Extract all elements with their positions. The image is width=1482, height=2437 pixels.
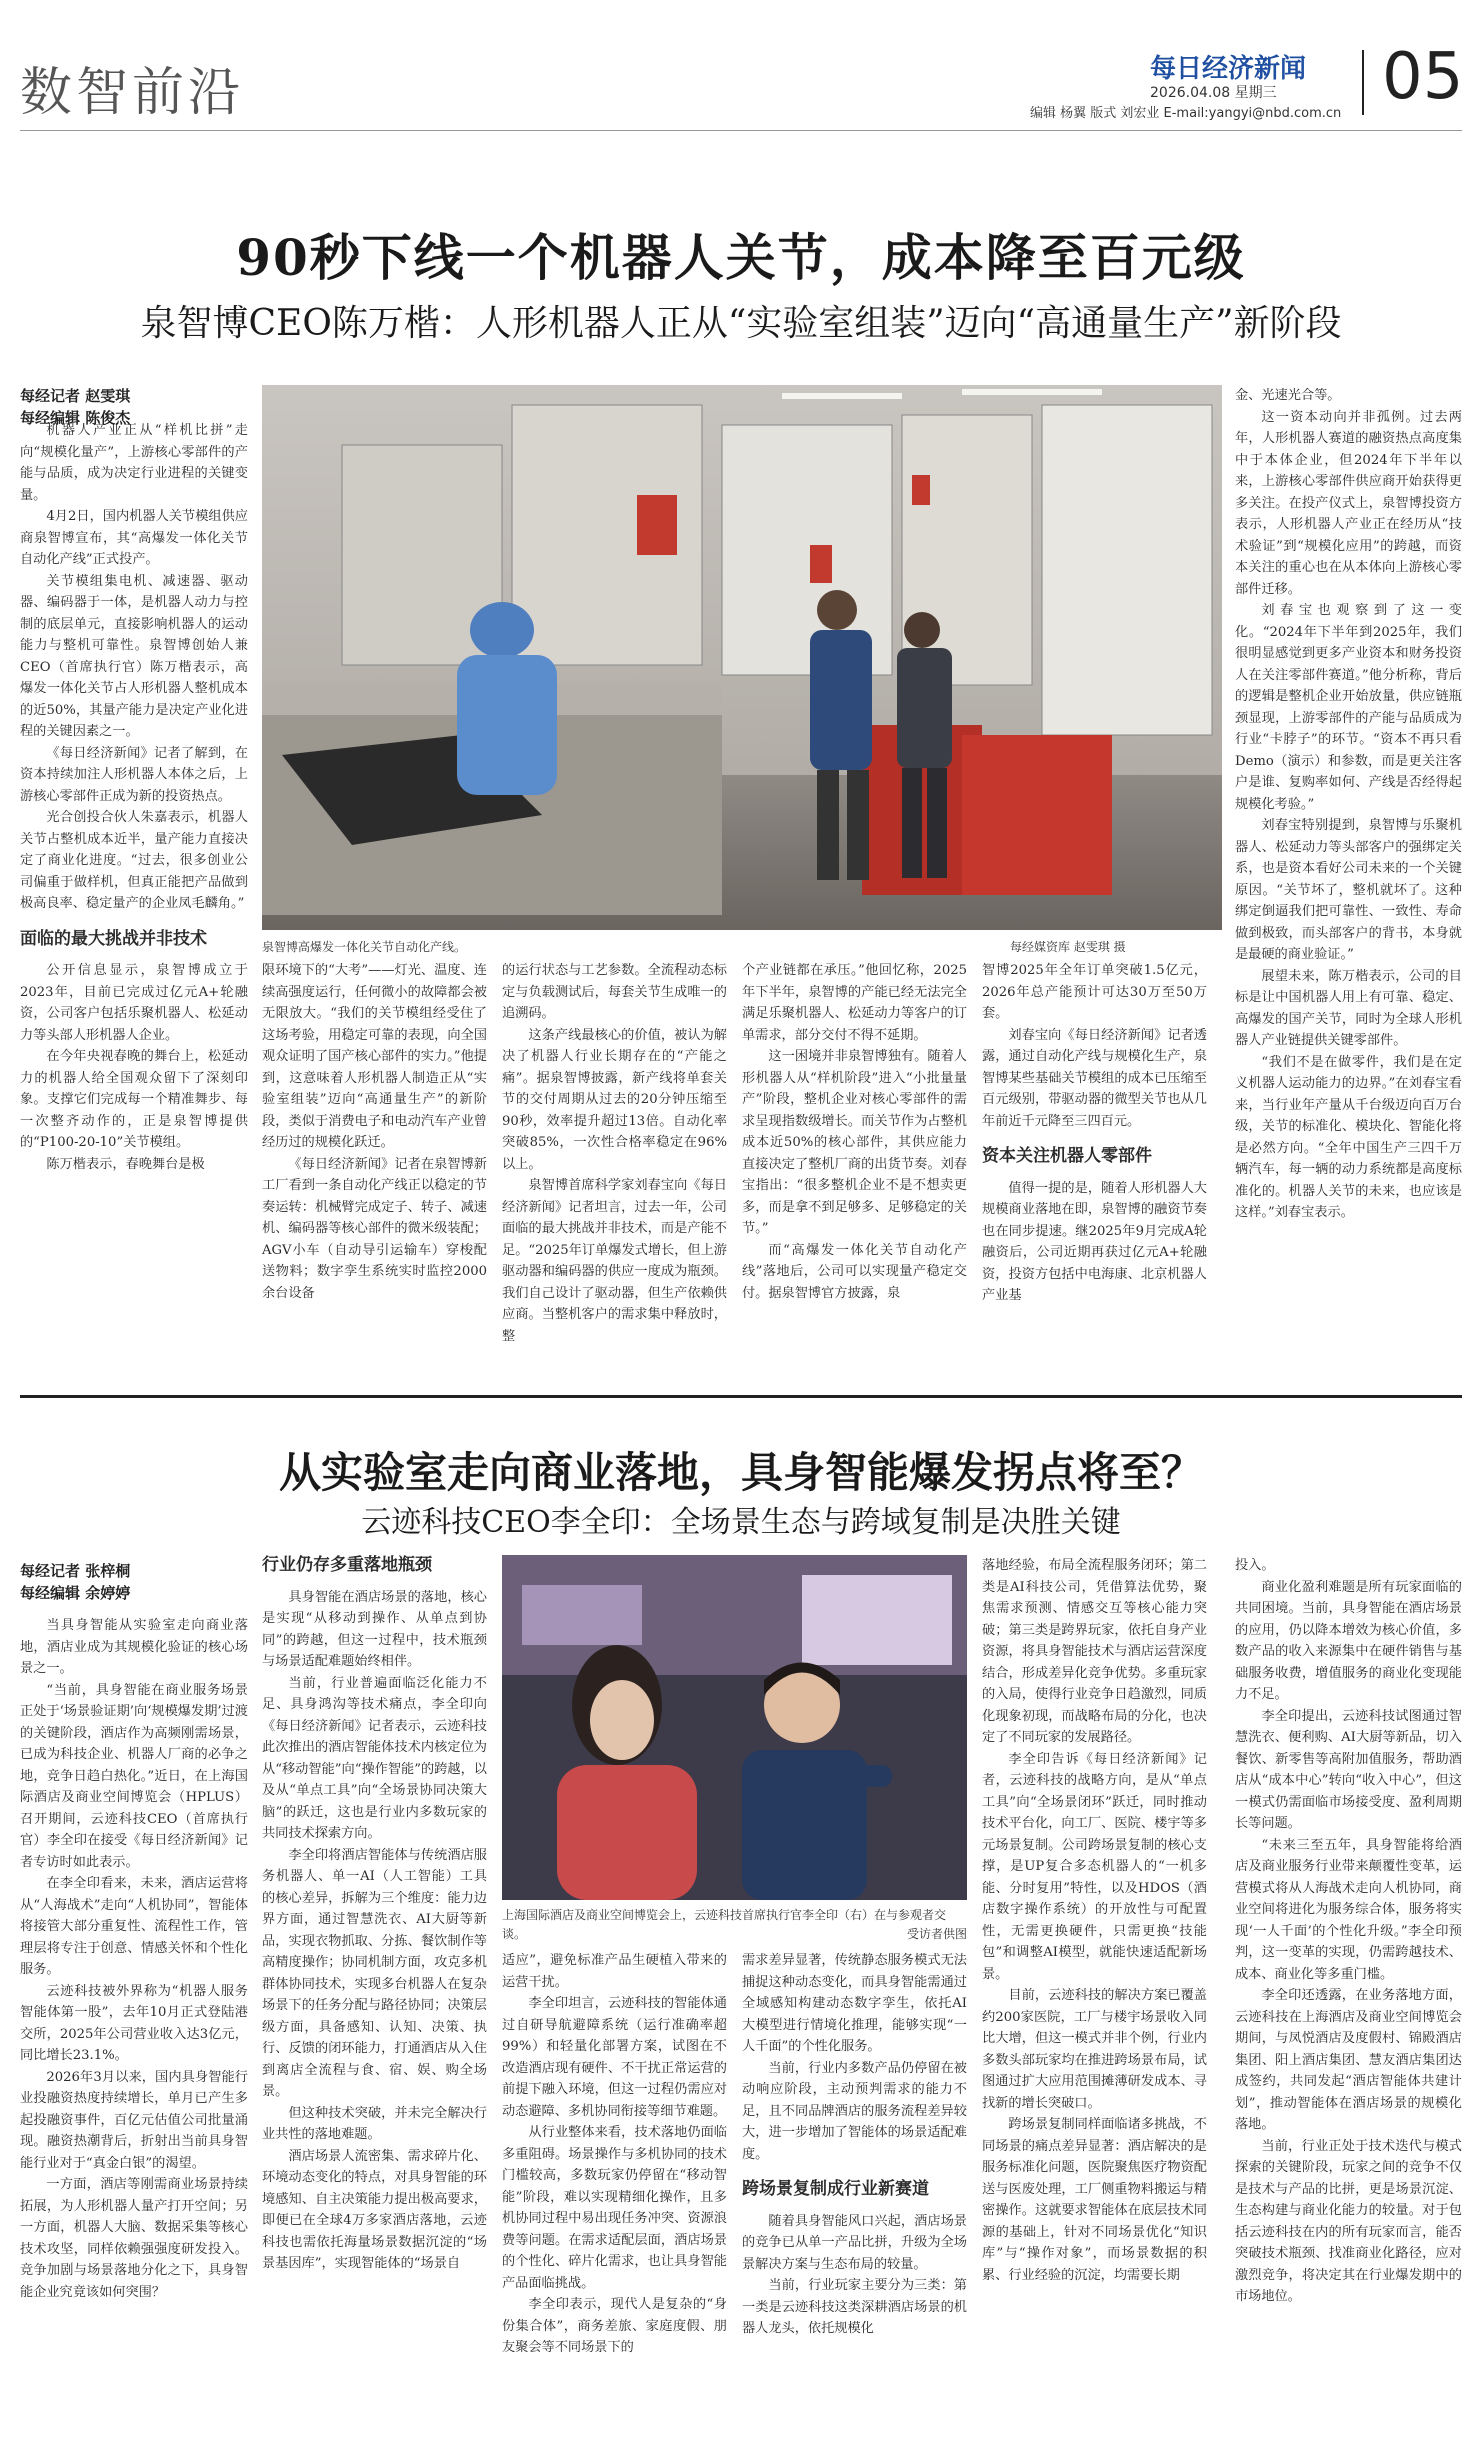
factory-photo-illustration (262, 385, 1222, 930)
paragraph: 需求差异显著，传统静态服务模式无法捕捉这种动态变化，而具身智能需通过全域感知构建动态数字孪生，依托AI大模型进行情境化推理，能够实现“一人千面”的个性化服务。 (742, 1953, 967, 2054)
section-title: 数智前沿 (20, 63, 245, 123)
paragraph: 李全印提出，云迹科技试图通过智慧洗衣、便利购、AI大厨等新品，切入餐饮、新零售等高附加值服务，帮助酒店从“成本中心”转向“收入中心”，但这一模式仍需面临市场接受度、盈利周期长等问题。 (1235, 1708, 1462, 1831)
byline-reporter: 每经记者 张梓桐 (20, 1562, 131, 1580)
paragraph: “未来三至五年，具身智能将给酒店及商业服务行业带来颠覆性变革，运营模式将从人海战术走向人机协同，商业空间将进化为服务综合体，服务将实现‘一人千面’的个性化升级。”李全印预判，这一变革的实现，仍需跨越技术、成本、商业化等多重门槛。 (1235, 1837, 1462, 1982)
subhead: 跨场景复制成行业新赛道 (742, 2179, 929, 2199)
paragraph: 关节模组集电机、减速器、驱动器、编码器于一体，是机器人动力与控制的底层单元，直接影响机器人的运动能力与整机可靠性。泉智博创始人兼CEO（首席执行官）陈万楷表示，高爆发一体化关节占人形机器人整机成本的近50%，其量产能力是决定产业化进程的关键因素之一。 (20, 573, 248, 739)
article2-column-5 (982, 1555, 1207, 2425)
subhead: 资本关注机器人零部件 (982, 1146, 1152, 1166)
paragraph: 商业化盈利难题是所有玩家面临的共同困境。当前，具身智能在酒店场景的应用，仍以降本增效为核心价值，多数产品的收入来源集中在硬件销售与基础服务收费，增值服务的商业化变现能力不足。 (1235, 1579, 1462, 1702)
paragraph: 刘春宝向《每日经济新闻》记者透露，通过自动化产线与规模化生产，泉智博某些基础关节模组的成本已压缩至百元级别，带驱动器的微型关节也从几年前近千元降至三四百元。 (982, 1027, 1207, 1129)
article2-photo-credit: 受访者供图 (906, 1927, 967, 1941)
article-separator (20, 1395, 1462, 1398)
paragraph: 泉智博首席科学家刘春宝向《每日经济新闻》记者坦言，过去一年，公司面临的最大挑战并非技术，而是产能不足。“2025年订单爆发式增长，但上游驱动器和编码器的供应一度成为瓶颈。我们自己设计了驱动器，但生产依赖供应商。当整机客户的需求集中释放时，整 (502, 1178, 727, 1344)
article2-byline (20, 1560, 130, 1604)
article1-photo-credit: 每经媒资库 赵雯琪 摄 (1010, 940, 1126, 954)
paragraph: 当前，行业玩家主要分为三类：第一类是云迹科技这类深耕酒店场景的机器人龙头，依托规模化 (742, 2278, 967, 2336)
paragraph: “当前，具身智能在商业服务场景正处于‘场景验证期’向‘规模爆发期’过渡的关键阶段，酒店作为高频刚需场景，已成为科技企业、机器人厂商的必争之地，竞争日趋白热化。”近日，在上海国际酒店及商业空间博览会（HPLUS）召开期间，云迹科技CEO（首席执行官）李全印在接受《每日经济新闻》记者专访时如此表示。 (20, 1682, 248, 1870)
paragraph: 当前，行业内多数产品仍停留在被动响应阶段，主动预判需求的能力不足，且不同品牌酒店的服务流程差异较大，进一步增加了智能体的场景适配难度。 (742, 2060, 967, 2162)
paragraph: 4月2日，国内机器人关节模组供应商泉智博宣布，其“高爆发一体化关节自动化产线”正式投产。 (20, 509, 248, 567)
paragraph: 当具身智能从实验室走向商业落地，酒店业成为其规模化验证的核心场景之一。 (20, 1618, 248, 1676)
paragraph: 金、光速光合等。 (1235, 388, 1341, 403)
expo-photo-illustration (502, 1555, 967, 1900)
paragraph: 目前，云迹科技的解决方案已覆盖约200家医院，工厂与楼宇场景收入同比大增，但这一模式并非个例，行业内多数头部玩家均在推进跨场景布局，试图通过扩大应用范围摊薄研发成本、寻找新的增长突破口。 (982, 1988, 1207, 2111)
paragraph: 而“高爆发一体化关节自动化产线”落地后，公司可以实现量产稳定交付。据泉智博官方披露，泉 (742, 1242, 967, 1301)
paragraph: 2026年3月以来，国内具身智能行业投融资热度持续增长，单月已产生多起投融资事件，百亿元估值公司批量涌现。融资热潮背后，折射出当前具身智能行业对于“真金白银”的渴望。 (20, 2069, 248, 2171)
paragraph: 在今年央视春晚的舞台上，松延动力的机器人给全国观众留下了深刻印象。支撑它们完成每一个精准舞步、每一次整齐动作的，正是泉智博提供的“P100-20-10”关节模组。 (20, 1049, 248, 1150)
paragraph: 光合创投合伙人朱嘉表示，机器人关节占整机成本近半，量产能力直接决定了商业化进度。“过去，很多创业公司偏重于做样机，但真正能把产品做到极高良率、稳定量产的企业凤毛麟角。” (20, 810, 248, 911)
byline-editor: 每经编辑 余婷婷 (20, 1584, 131, 1602)
paragraph: 落地经验，布局全流程服务闭环；第二类是AI科技公司，凭借算法优势，聚焦需求预测、情感交互等核心能力突破；第三类是跨界玩家，依托自身产业资源，将具身智能技术与酒店运营深度结合，形成差异化竞争优势。多重玩家的入局，使得行业竞争日趋激烈，同质化现象初现，而战略布局的分化，也决定了不同玩家的发展路径。 (982, 1558, 1207, 1745)
paragraph: 限环境下的“大考”——灯光、温度、连续高强度运行，任何微小的故障都会被无限放大。“我们的关节模组经受住了这场考验，用稳定可靠的表现，向全国观众证明了国产核心部件的实力。”他提到，这意味着人形机器人制造正从“实验室组装”迈向“高通量生产”的新阶段，类似于消费电子和电动汽车产业曾经历过的规模化跃迁。 (262, 963, 487, 1150)
article1-column-3 (502, 960, 727, 1375)
article1-photo-caption: 泉智博高爆发一体化关节自动化产线。 (262, 940, 467, 954)
paragraph: 随着具身智能风口兴起，酒店场景的竞争已从单一产品比拼，升级为全场景解决方案与生态布局的较量。 (742, 2213, 967, 2272)
article1-headline: 90秒下线一个机器人关节，成本降至百元级 (236, 228, 1246, 287)
paragraph: 陈万楷表示，春晚舞台是极 (46, 1156, 205, 1172)
paragraph: 酒店场景人流密集、需求碎片化、环境动态变化的特点，对具身智能的环境感知、自主决策能力提出极高要求，即便已在全球4万多家酒店落地，云迹科技也需依托海量场景数据沉淀的“场景基因库”，实现智能体的“场景自 (262, 2148, 487, 2271)
top-rule (20, 130, 1462, 131)
paragraph: 李全印表示，现代人是复杂的“身份集合体”，商务差旅、家庭度假、朋友聚会等不同场景下的 (502, 2297, 727, 2355)
article1-column-4 (742, 960, 967, 1375)
page-editors: 编辑 杨翼 版式 刘宏业 E-mail:yangyi@nbd.com.cn (1030, 106, 1342, 121)
paragraph: 李全印将酒店智能体与传统酒店服务机器人、单一AI（人工智能）工具的核心差异，拆解为三个维度：能力边界方面，通过智慧洗衣、AI大厨等新品，实现衣物抓取、分拣、餐饮制作等高精度操作；协同机制方面，攻克多机群体协同技术，实现多台机器人在复杂场景下的任务分配与路径协同；决策层级方面，具备感知、认知、决策、执行、反馈的闭环能力，打通酒店从入住到离店全流程与食、宿、娱、购全场景。 (262, 1847, 487, 2099)
paragraph: 《每日经济新闻》记者在泉智博新工厂看到一条自动化产线正以稳定的节奏运转：机械臂完成定子、转子、减速机、编码器等核心部件的微米级装配；AGV小车（自动导引运输车）穿梭配送物料；数字孪生系统实时监控2000余台设备 (262, 1156, 487, 1301)
masthead-divider (1362, 50, 1364, 115)
newspaper-name: 每日经济新闻 (1150, 54, 1307, 84)
article2-column-1 (20, 1615, 248, 2425)
caption-text: 上海国际酒店及商业空间博览会上，云迹科技首席执行官李全印（右）在与参观者交谈。 (502, 1908, 947, 1941)
paragraph: 具身智能在酒店场景的落地，核心是实现“从移动到操作、从单点到协同”的跨越，但这一过程中，技术瓶颈与场景适配难题始终相伴。 (262, 1589, 487, 1669)
paragraph: 这一资本动向并非孤例。过去两年，人形机器人赛道的融资热点高度集中于本体企业，但2024年下半年以来，上游核心零部件供应商开始获得更多关注。在投产仪式上，泉智博投资方表示，人形机器人产业正在经历从“技术验证”到“规模化应用”的跨越，而资本关注的重心也在从本体向上游核心零部件迁移。 (1235, 409, 1462, 597)
paragraph: 公开信息显示，泉智博成立于2023年，目前已完成过亿元A+轮融资，公司客户包括乐聚机器人、松延动力等头部人形机器人企业。 (20, 963, 248, 1043)
article2-column-4 (742, 1950, 967, 2425)
paragraph: 智博2025年全年订单突破1.5亿元，2026年总产能预计可达30万至50万套。 (982, 963, 1207, 1021)
article1-column-5 (982, 960, 1207, 1375)
article2-headline: 从实验室走向商业落地，具身智能爆发拐点将至？ (278, 1448, 1203, 1497)
paragraph: 的运行状态与工艺参数。全流程动态标定与负载测试后，每套关节生成唯一的追溯码。 (502, 963, 727, 1021)
article2-column-6 (1235, 1555, 1462, 2425)
article1-photo (262, 385, 1222, 930)
paragraph: 这条产线最核心的价值，被认为解决了机器人行业长期存在的“产能之痛”。据泉智博披露，新产线将单套关节的交付周期从过去的20分钟压缩至90秒，效率提升超过13倍。自动化率突破85%，一次性合格率稳定在96%以上。 (502, 1027, 727, 1172)
paragraph: 个产业链都在承压。”他回忆称，2025年下半年，泉智博的产能已经无法完全满足乐聚机器人、松延动力等客户的订单需求，部分交付不得不延期。 (742, 963, 967, 1043)
article2-subheadline: 云迹科技CEO李全印：全场景生态与跨域复制是决胜关键 (361, 1505, 1121, 1540)
paragraph: 适应”，避免标准产品生硬植入带来的运营干扰。 (502, 1953, 727, 1990)
paragraph: 跨场景复制同样面临诸多挑战，不同场景的痛点差异显著：酒店解决的是服务标准化问题，医院聚焦医疗物资配送与医废处理，工厂侧重物料搬运与精密操作。这就要求智能体在底层技术同源的基础上，针对不同场景优化“知识库”与“操作对象”，而场景数据的积累、行业经验的沉淀，均需要长期 (982, 2117, 1207, 2283)
paragraph: 展望未来，陈万楷表示，公司的目标是让中国机器人用上有可靠、稳定、高爆发的国产关节，同时为全球人形机器人产业链提供关键零部件。 (1235, 968, 1462, 1048)
paragraph: 但这种技术突破，并未完全解决行业共性的落地难题。 (262, 2105, 487, 2142)
paragraph: 李全印告诉《每日经济新闻》记者，云迹科技的战略方向，是从“单点工具”向“全场景闭环”跃迁，同时推动技术平台化，向工厂、医院、楼宇等多元场景复制。公司跨场景复制的核心支撑，是UP复合多态机器人的“一机多能、分时复用”特性，以及HDOS（酒店数字操作系统）的开放性与可配置性，无需更换硬件，只需更换“技能包”和调整AI模型，就能快速适配新场景。 (982, 1751, 1207, 1982)
paragraph: 一方面，酒店等刚需商业场景持续拓展，为人形机器人量产打开空间；另一方面，机器人大脑、数据采集等核心技术攻坚，同样依赖强强度研发投入。竞争加剧与场景落地分化之下，具身智能企业究竟该如何突围？ (20, 2177, 248, 2300)
paragraph: 当前，行业正处于技术迭代与模式探索的关键阶段，玩家之间的竞争不仅是技术与产品的比拼，更是场景沉淀、生态构建与商业化能力的较量。对于包括云迹科技在内的所有玩家而言，能否突破技术瓶颈、找准商业化路径，应对激烈竞争，将决定其在行业爆发期中的市场地位。 (1235, 2138, 1462, 2304)
byline-editor: 每经编辑 陈俊杰 (20, 409, 131, 427)
article1-column-1 (20, 420, 248, 1375)
paragraph: 《每日经济新闻》记者了解到，在资本持续加注人形机器人本体之后，上游核心零部件正成为新的投资热点。 (20, 745, 248, 804)
article2-photo-caption (502, 1906, 967, 1944)
paragraph: 李全印还透露，在业务落地方面，云迹科技在上海酒店及商业空间博览会期间，与凤悦酒店及度假村、锦殿酒店集团、阳上酒店集团、慧友酒店集团达成签约，共同发起“酒店智能体共建计划”，推动智能体在酒店场景的规模化落地。 (1235, 1988, 1462, 2132)
subhead: 面临的最大挑战并非技术 (20, 928, 207, 949)
article2-column-3 (502, 1950, 727, 2425)
masthead (0, 0, 1482, 130)
paragraph: 从行业整体来看，技术落地仍面临多重阻碍。场景操作与多机协同的技术门槛较高，多数玩家仍停留在“移动智能”阶段，难以实现精细化操作，且多机协同过程中易出现任务冲突、资源浪费等问题。在需求适配层面，酒店场景的个性化、碎片化需求，也让具身智能产品面临挑战。 (502, 2125, 727, 2291)
paragraph: 刘春宝特别提到，泉智博与乐聚机器人、松延动力等头部客户的强绑定关系，也是资本看好公司未来的一个关键原因。“关节坏了，整机就坏了。这种绑定倒逼我们把可靠性、一致性、寿命做到极致，而头部客户的背书，本身就是最硬的商业验证。” (1235, 818, 1462, 962)
byline-reporter: 每经记者 赵雯琪 (20, 387, 131, 405)
page-number: 05 (1382, 40, 1464, 114)
article1-subheadline: 泉智博CEO陈万楷：人形机器人正从“实验室组装”迈向“高通量生产”新阶段 (140, 303, 1342, 344)
article2-photo (502, 1555, 967, 1900)
paragraph: 这一困境并非泉智博独有。随着人形机器人从“样机阶段”进入“小批量量产”阶段，整机企业对核心零部件的需求呈现指数级增长。而关节作为占整机成本近50%的核心部件，其供应能力直接决定了整机厂商的出货节奏。刘春宝指出：“很多整机企业不是不想卖更多，而是拿不到足够多、足够稳定的关节。” (742, 1049, 967, 1236)
paragraph: 刘春宝也观察到了这一变化。“2024年下半年到2025年，我们很明显感觉到更多产业资本和财务投资人在关注零部件赛道。”他分析称，背后的逻辑是整机企业开始放量，供应链瓶颈显现，上游零部件的产能与品质成为行业“卡脖子”的环节。“资本不再只看Demo（演示）和参数，而是更关注客户是谁、复购率如何、产线是否经得起规模化考验。” (1235, 603, 1462, 812)
paragraph: 李全印坦言，云迹科技的智能体通过自研导航避障系统（运行准确率超99%）和轻量化部署方案，试图在不改造酒店现有硬件、不干扰正常运营的前提下融入环境，但这一过程仍需应对动态避障、多机协同衔接等细节难题。 (502, 1996, 727, 2119)
paragraph: 云迹科技被外界称为“机器人服务智能体第一股”，去年10月正式登陆港交所，2025年公司营业收入达3亿元，同比增长23.1%。 (20, 1983, 248, 2063)
article1-column-2 (262, 960, 487, 1375)
paragraph: 在李全印看来，未来，酒店运营将从“人海战术”走向“人机协同”，智能体将接管大部分重复性、流程性工作，管理层将专注于创意、情感关怀和个性化服务。 (20, 1876, 248, 1977)
paragraph: 值得一提的是，随着人形机器人大规模商业落地在即，泉智博的融资节奏也在同步提速。继2025年9月完成A轮融资后，公司近期再获过亿元A+轮融资，投资方包括中电海康、北京机器人产业基 (982, 1180, 1207, 1303)
paragraph: 机器人产业正从“样机比拼”走向“规模化量产”，上游核心零部件的产能与品质，成为决定行业进程的关键变量。 (20, 423, 248, 503)
article1-column-6 (1235, 385, 1462, 1375)
paragraph: 投入。 (1235, 1558, 1275, 1573)
subhead: 行业仍存多重落地瓶颈 (262, 1555, 432, 1575)
article2-column-2 (262, 1555, 487, 2425)
paragraph: 当前，行业普遍面临泛化能力不足、具身鸿沟等技术痛点，李全印向《每日经济新闻》记者表示，云迹科技此次推出的酒店智能体技术内核定位为从“移动智能”向“操作智能”的跨越，以及从“单点工具”向“全场景协同决策大脑”的跃迁，这也是行业内多数玩家的共同技术探索方向。 (262, 1675, 487, 1841)
issue-date: 2026.04.08 星期三 (1150, 85, 1277, 101)
paragraph: “我们不是在做零件，我们是在定义机器人运动能力的边界。”在刘春宝看来，当行业年产量从千台级迈向百万台级，关节的标准化、模块化、智能化将是必然方向。“全年中国生产三四千万辆汽车，每一辆的动力系统都是高度标准化的。机器人关节的未来，也应该是这样。”刘春宝表示。 (1235, 1054, 1462, 1220)
